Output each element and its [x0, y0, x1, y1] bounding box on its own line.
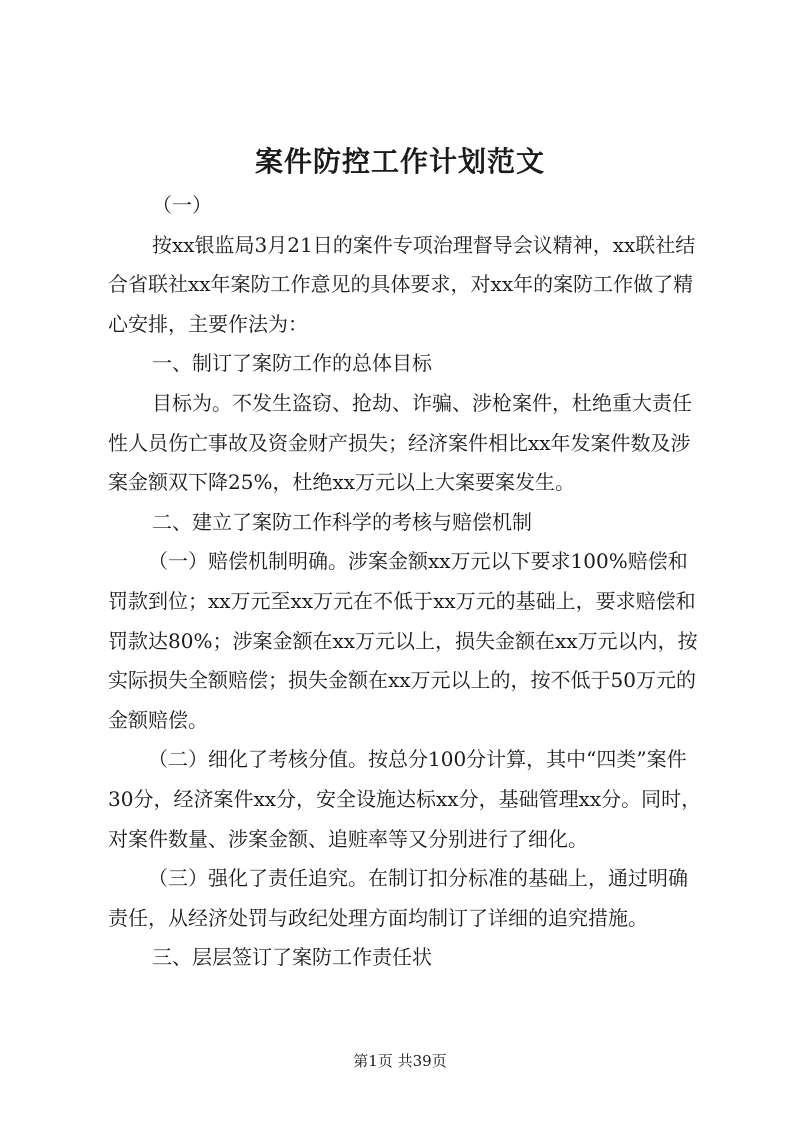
paragraph-accountability: （三）强化了责任追究。在制订扣分标准的基础上，通过明确责任，从经济处罚与政纪处理方面均制订了详细的追究措施。	[108, 866, 688, 930]
paragraph-scoring: （二）细化了考核分值。按总分100分计算，其中“四类”案件30分，经济案件xx分，安全设施达标xx分，基础管理xx分。同时，对案件数量、涉案金额、追赃率等又分别进行了细化。	[108, 747, 702, 851]
paragraph-intro: 按xx银监局3月21日的案件专项治理督导会议精神，xx联社结合省联社xx年案防工作意见的具体要求，对xx年的案防工作做了精心安排，主要作法为：	[108, 232, 696, 336]
heading-section-1: 一、制订了案防工作的总体目标	[152, 351, 432, 376]
heading-section-3: 三、层层签订了案防工作责任状	[152, 945, 432, 970]
heading-section-2: 二、建立了案防工作科学的考核与赔偿机制	[152, 509, 532, 534]
document-title: 案件防控工作计划范文	[254, 145, 545, 178]
paragraph-goals: 目标为。不发生盗窃、抢劫、诈骗、涉枪案件，杜绝重大责任性人员伤亡事故及资金财产损失；经济案件相比xx年发案件数及涉案金额双下降25%，杜绝xx万元以上大案要案发生。	[108, 390, 692, 495]
page-number-footer: 第1页 共39页	[353, 1052, 447, 1070]
paragraph-compensation: （一）赔偿机制明确。涉案金额xx万元以下要求100%赔偿和罚款到位；xx万元至xx万元在不低于xx万元的基础上，要求赔偿和罚款达80%；涉案金额在xx万元以上，损失金额在xx万元以内，按实际损失全额赔偿；损失金额在xx万元以上的，按不低于50万元的金额赔偿。	[108, 549, 698, 732]
paragraph-section-marker: （一）	[152, 193, 212, 217]
document-body	[108, 186, 702, 978]
